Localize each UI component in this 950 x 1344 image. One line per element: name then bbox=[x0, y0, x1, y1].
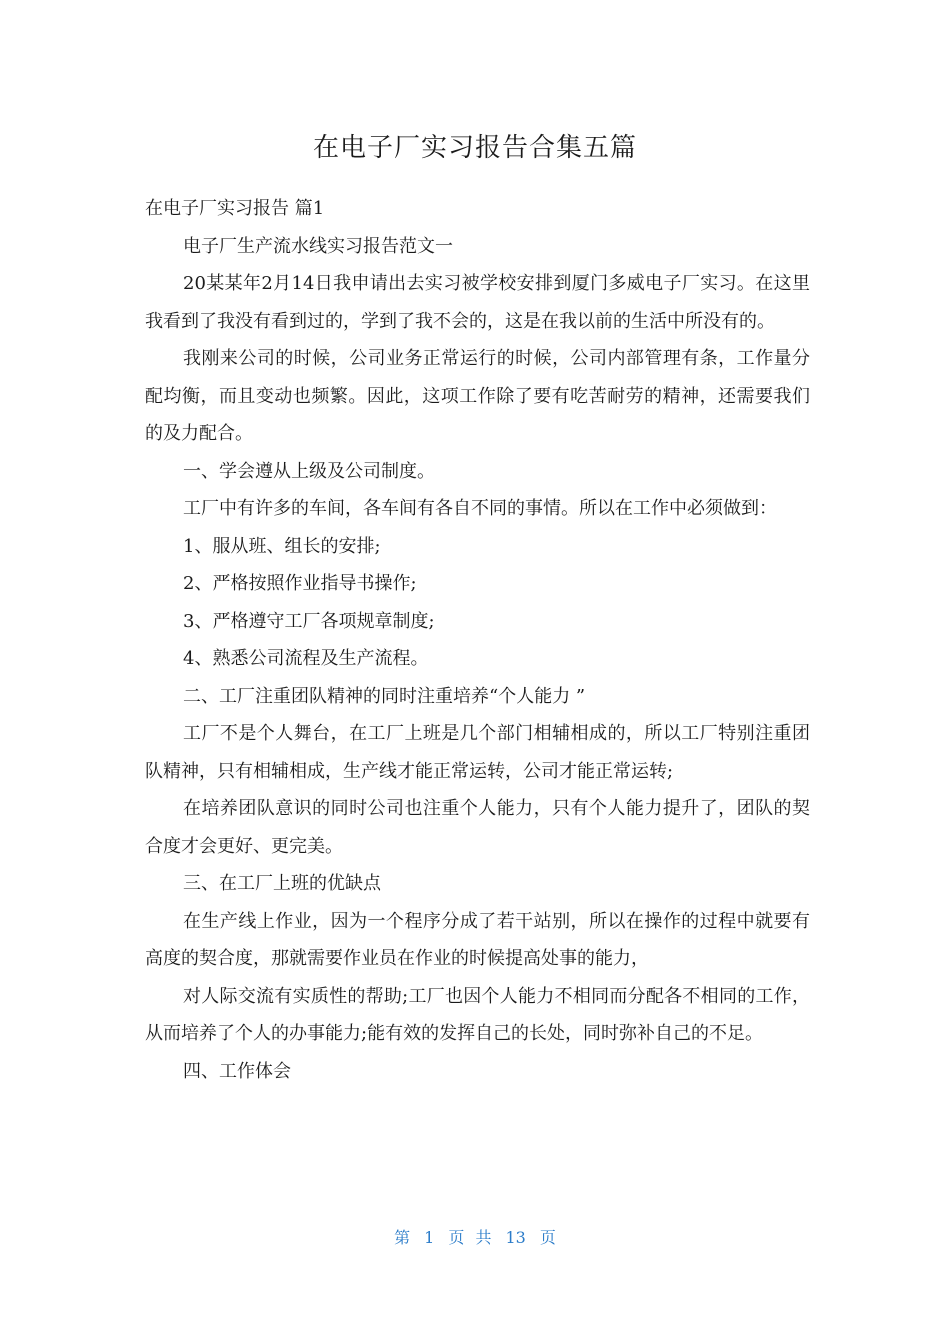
subheading: 二、工厂注重团队精神的同时注重培养“个人能力 ” bbox=[183, 685, 586, 707]
list-item: 4、熟悉公司流程及生产流程。 bbox=[183, 648, 429, 669]
footer-label-end: 页 bbox=[539, 1228, 556, 1247]
paragraph: 工厂不是个人舞台，在工厂上班是几个部门相辅相成的，所以工厂特别注重团队精神，只有相辅相成，生产线才能正常运转，公司才能正常运转; bbox=[145, 723, 810, 782]
footer-label-of: 页 共 bbox=[448, 1228, 492, 1247]
subheading: 四、工作体会 bbox=[183, 1060, 291, 1082]
page-footer bbox=[0, 1226, 950, 1250]
footer-label-page: 第 bbox=[394, 1228, 411, 1247]
list-item: 1、服从班、组长的安排; bbox=[183, 535, 381, 557]
list-item: 3、严格遵守工厂各项规章制度; bbox=[183, 610, 435, 632]
footer-current-page: 1 bbox=[424, 1228, 435, 1247]
subheading: 一、学会遵从上级及公司制度。 bbox=[183, 460, 435, 482]
paragraph: 在培养团队意识的同时公司也注重个人能力，只有个人能力提升了，团队的契合度才会更好、更完美。 bbox=[145, 798, 810, 857]
paragraph: 电子厂生产流水线实习报告范文一 bbox=[183, 235, 453, 257]
paragraph: 我刚来公司的时候，公司业务正常运行的时候，公司内部管理有条，工作量分配均衡，而且变动也频繁。因此，这项工作除了要有吃苦耐劳的精神，还需要我们的及力配合。 bbox=[145, 348, 810, 444]
paragraph: 对人际交流有实质性的帮助;工厂也因个人能力不相同而分配各不相同的工作，从而培养了个人的办事能力;能有效的发挥自己的长处，同时弥补自己的不足。 bbox=[145, 985, 810, 1044]
list-item: 2、严格按照作业指导书操作; bbox=[183, 573, 417, 594]
document-title: 在电子厂实习报告合集五篇 bbox=[312, 133, 637, 163]
footer-total-pages: 13 bbox=[505, 1228, 526, 1247]
document-body bbox=[145, 190, 810, 1090]
paragraph: 工厂中有许多的车间，各车间有各自不同的事情。所以在工作中必须做到： bbox=[183, 498, 777, 519]
paragraph: 20某某年2月14日我申请出去实习被学校安排到厦门多威电子厂实习。在这里我看到了我没有看到过的，学到了我不会的，这是在我以前的生活中所没有的。 bbox=[145, 273, 810, 332]
subheading: 三、在工厂上班的优缺点 bbox=[183, 873, 381, 894]
section-heading: 在电子厂实习报告 篇1 bbox=[145, 198, 325, 219]
paragraph: 在生产线上作业，因为一个程序分成了若干站别，所以在操作的过程中就要有高度的契合度，那就需要作业员在作业的时候提高处事的能力， bbox=[145, 910, 810, 969]
